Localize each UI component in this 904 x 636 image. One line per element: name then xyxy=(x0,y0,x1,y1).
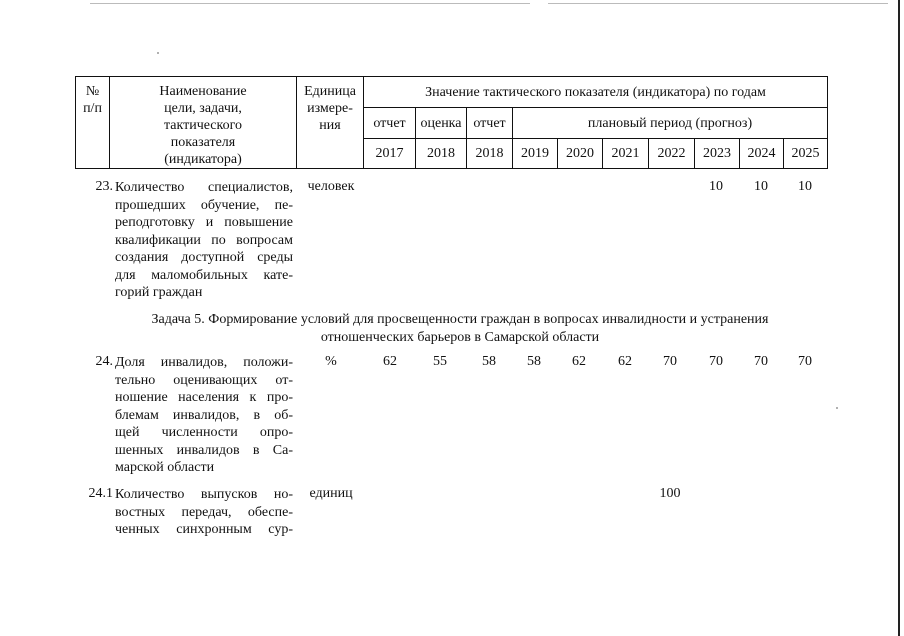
header-year: 2018 xyxy=(467,139,513,169)
header-year: 2021 xyxy=(603,139,649,169)
scan-edge xyxy=(898,0,900,636)
row-unit: человек xyxy=(307,179,355,194)
row-number: 23. xyxy=(95,179,113,194)
header-name-line: цели, задачи, xyxy=(164,101,242,116)
name-line: квалификации по вопросам xyxy=(115,232,293,248)
header-report2: отчет xyxy=(467,108,513,139)
scan-speck xyxy=(836,407,838,409)
name-line: прошедших обучение, пе- xyxy=(115,197,293,213)
row-value: 62 xyxy=(383,354,397,369)
row-indicator-name xyxy=(115,486,293,539)
header-name-line: Наименование xyxy=(159,84,247,99)
header-name-cell xyxy=(110,77,297,169)
header-planned: плановый период (прогноз) xyxy=(513,108,828,139)
name-line: щей численности опро- xyxy=(115,425,293,440)
row-value: 70 xyxy=(663,354,677,369)
row-value: 62 xyxy=(618,354,632,369)
header-year: 2025 xyxy=(784,139,828,169)
header-no-cell xyxy=(76,77,110,169)
row-value: 55 xyxy=(433,354,447,369)
header-year: 2023 xyxy=(695,139,740,169)
row-value: 70 xyxy=(754,354,768,369)
row-value: 70 xyxy=(709,354,723,369)
header-unit-line: измере- xyxy=(307,101,353,116)
header-name-line: тактического xyxy=(163,118,243,133)
header-year: 2020 xyxy=(558,139,603,169)
scan-speck xyxy=(157,52,159,54)
name-line: ношение населения к про- xyxy=(115,390,293,405)
header-no-line1: № xyxy=(85,84,100,99)
name-line: марской области xyxy=(115,460,215,475)
header-estimate: оценка xyxy=(416,108,467,139)
name-line: для маломобильных кате- xyxy=(115,267,293,283)
task-heading-line2: отношенческих барьеров в Самарской области xyxy=(320,329,600,345)
row-number: 24. xyxy=(95,354,113,369)
name-line: востных передач, обеспе- xyxy=(115,504,293,520)
header-year: 2019 xyxy=(513,139,558,169)
header-unit-line: Единица xyxy=(304,84,356,99)
row-value: 58 xyxy=(527,354,541,369)
header-unit-line: ния xyxy=(319,118,341,133)
row-value: 58 xyxy=(482,354,496,369)
row-indicator-name xyxy=(115,354,293,477)
header-name-line: показателя xyxy=(170,135,236,150)
row-value: 10 xyxy=(754,179,768,194)
header-year: 2017 xyxy=(364,139,416,169)
header-year: 2022 xyxy=(649,139,695,169)
name-line: блемам инвалидов, в об- xyxy=(115,407,293,423)
row-value: 70 xyxy=(798,354,812,369)
name-line: создания доступной среды xyxy=(115,250,293,265)
row-unit: единиц xyxy=(309,486,353,501)
task-heading xyxy=(110,311,810,346)
name-line: Доля инвалидов, положи- xyxy=(115,355,293,370)
row-value: 62 xyxy=(572,354,586,369)
header-year: 2024 xyxy=(740,139,784,169)
row-value: 100 xyxy=(659,486,681,501)
header-year: 2018 xyxy=(416,139,467,169)
name-line: Количество выпусков но- xyxy=(115,487,293,502)
row-value: 10 xyxy=(798,179,812,194)
name-line: тельно оценивающих от- xyxy=(115,372,293,388)
row-indicator-name xyxy=(115,179,293,302)
row-number: 24.1 xyxy=(88,486,113,501)
header-report: отчет xyxy=(364,108,416,139)
name-line: реподготовку и повышение xyxy=(115,215,293,230)
header-no-line2: п/п xyxy=(83,101,102,116)
scan-edge xyxy=(548,3,888,4)
row-value: 10 xyxy=(709,179,723,194)
header-name-line: (индикатора) xyxy=(164,152,242,167)
name-line: ченных синхронным сур- xyxy=(115,522,293,537)
header-unit-cell xyxy=(297,77,364,169)
indicator-table-header xyxy=(75,76,828,169)
row-unit: % xyxy=(325,354,337,369)
name-line: Количество специалистов, xyxy=(115,180,293,195)
scan-edge xyxy=(90,3,530,4)
name-line: шенных инвалидов в Са- xyxy=(115,442,293,458)
task-heading-line1: Задача 5. Формирование условий для просвещенности граждан в вопросах инвалидности и устранения xyxy=(151,312,769,327)
header-values-title: Значение тактического показателя (индикатора) по годам xyxy=(364,77,828,108)
name-line: горий граждан xyxy=(115,285,203,300)
